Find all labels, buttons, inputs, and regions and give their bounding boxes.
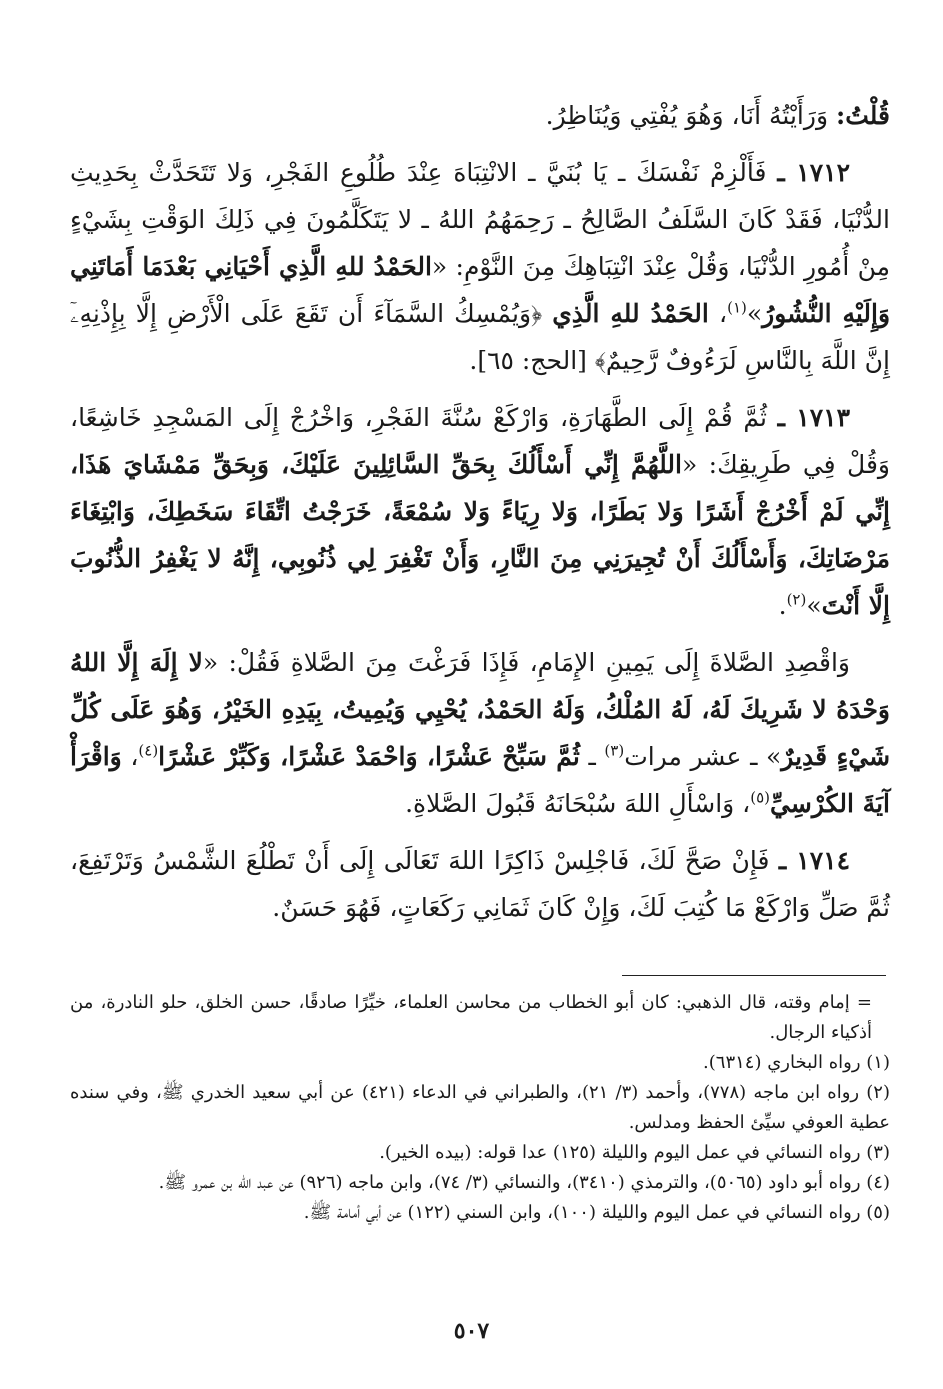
footnote-4: (٤) رواه أبو داود (٥٠٦٥)، والترمذي (٣٤١٠)، والنسائي (٣/ ٧٤)، وابن ماجه (٩٢٦) عن عبد الله بن عمرو ﷺ.: [158, 1172, 890, 1193]
footnote-ref: (٣): [604, 741, 625, 760]
footnote-ref: (١): [727, 298, 747, 317]
footnote-2: (٢) رواه ابن ماجه (٧٧٨)، وأحمد (٣/ ٢١)، والطبراني في الدعاء (٤٢١) عن أبي سعيد الخدري ﷺ، وفي سنده عطية العوفي سيِّئ الحفظ ومدلس.: [70, 1082, 890, 1133]
lead-word: قُلْتُ:: [835, 101, 890, 130]
separator-text: ،: [708, 299, 728, 328]
paragraph-number: ١٧١٢ ـ: [777, 158, 851, 187]
supplication-text: اللَّهُمَّ إِنِّي أَسْأَلُكَ بِحَقِّ السَّائِلِينَ عَلَيْكَ، وَبِحَقِّ مَمْشَايَ هَذَا، إِنِّي لَمْ أَخْرُجْ أَشَرًا وَلا بَطَرًا، وَلا رِيَاءً وَلا سُمْعَةً، خَرَجْتُ اتِّقَاءَ سَخَطِكَ، وَابْتِغَاءَ مَرْضَاتِكَ، وَأَسْأَلُكَ أَنْ تُجِيرَنِي مِنَ النَّارِ، وَأَنْ تَغْفِرَ لِي ذُنُوبِي، إِنَّهُ لا يَغْفِرُ الذُّنُوبَ إِلَّا أَنْتَ: [70, 450, 890, 620]
paragraph-text: وَاقْصِدِ الصَّلاةَ إِلَى يَمِينِ الإِمَامِ، فَإِذَا فَرَغْتَ مِنَ الصَّلاةِ فَقُلْ: «: [202, 648, 851, 677]
paragraph-1713: [70, 394, 890, 629]
footnote-5: (٥) رواه النسائي في عمل اليوم والليلة (١٠٠)، وابن السني (١٢٢) عن أبي أمامة ﷺ.: [303, 1202, 890, 1223]
footnote-ref: (٤): [138, 741, 159, 760]
footnote-ref: (٢): [786, 590, 807, 609]
footnote-separator: [622, 975, 886, 976]
paragraph-salah: [70, 639, 890, 827]
period: .: [778, 591, 787, 620]
quote-close: »: [746, 299, 763, 328]
supplication-text: ثُمَّ سَبِّحْ عَشْرًا، وَاحْمَدْ عَشْرًا، وَكَبِّرْ عَشْرًا: [158, 742, 580, 771]
paragraph-1712: [70, 149, 890, 384]
supplication-text: الحَمْدُ للهِ الَّذِي أَحْيَانِي بَعْدَمَا أَمَاتَنِي وَإِلَيْهِ النُّشُورُ: [70, 252, 891, 328]
paragraph-text: ثُمَّ قُمْ إِلَى الطَّهَارَةِ، وَارْكَعْ سُنَّةَ الفَجْرِ، وَاخْرُجْ إِلَى المَسْجِدِ خَاشِعًا، وَقُلْ فِي طَرِيقِكَ: «: [70, 403, 890, 479]
separator-text: ـ: [579, 742, 605, 771]
paragraph-text: فَأَلْزِمْ نَفْسَكَ ـ يَا بُنَيَّ ـ الانْتِبَاهَ عِنْدَ طُلُوعِ الفَجْرِ، وَلا تَتَحَدَّثْ بِحَدِيثِ الدُّنْيَا، فَقَدْ كَانَ السَّلَفُ الصَّالِحُ ـ رَحِمَهُمُ اللهُ ـ لا يَتَكَلَّمُونَ فِي ذَلِكَ الوَقْتِ بِشَيْءٍ مِنْ أُمُورِ الدُّنْيَا، وَقُلْ عِنْدَ انْتِبَاهِكَ مِنَ النَّوْمِ: «: [70, 158, 890, 281]
footnotes: [70, 988, 890, 1228]
page-number: ٥٠٧: [453, 1318, 490, 1344]
supplication-text: الحَمْدُ للهِ الَّذِي: [552, 299, 709, 328]
footnote-continuation: = إمام وقته، قال الذهبي: كان أبو الخطاب من محاسن العلماء، خيِّرًا صادقًا، حسن الخلق، حلو النادرة، من أذكياء الرجال.: [70, 992, 872, 1043]
footnote-1: (١) رواه البخاري (٦٣١٤).: [703, 1052, 890, 1073]
footnote-3: (٣) رواه النسائي في عمل اليوم والليلة (١٢٥) عدا قوله: (بيده الخير).: [379, 1142, 890, 1163]
supplication-text: لا إِلَهَ إِلَّا اللهُ وَحْدَهُ لا شَرِيكَ لَهُ، لَهُ المُلْكُ، وَلَهُ الحَمْدُ، يُحْيِي وَيُمِيتُ، بِيَدِهِ الخَيْرُ، وَهُوَ عَلَى كُلِّ شَيْءٍ قَدِيرٌ: [70, 648, 891, 771]
footnote-ref: (٥): [750, 788, 771, 807]
paragraph-number: ١٧١٤ ـ: [778, 846, 851, 875]
supplication-text: وَاقْرَأْ آيَةَ الكُرْسِيِّ: [70, 742, 890, 818]
main-text: [70, 92, 890, 941]
paragraph-text: » ـ عشر مرات: [624, 742, 782, 771]
paragraph-1714: [70, 837, 890, 931]
quran-verse: ﴿وَيُمْسِكُ السَّمَآءَ أَن تَقَعَ عَلَى الْأَرْضِ إِلَّا بِإِذْنِهِۦٓ إِنَّ اللَّهَ بِالنَّاسِ لَرَءُوفٌ رَّحِيمٌ﴾ [الحج: ٦٥].: [70, 299, 890, 375]
paragraph-intro: [70, 92, 890, 139]
paragraph-number: ١٧١٣ ـ: [777, 403, 850, 432]
paragraph-text: فَإِنْ صَحَّ لَكَ، فَاجْلِسْ ذَاكِرًا اللهَ تَعَالَى إِلَى أَنْ تَطْلُعَ الشَّمْسُ وَتَرْتَفِعَ، ثُمَّ صَلِّ وَارْكَعْ مَا كُتِبَ لَكَ، وَإِنْ كَانَ ثَمَانِي رَكَعَاتٍ، فَهُوَ حَسَنٌ.: [70, 846, 890, 922]
separator-text: ،: [121, 742, 139, 771]
paragraph-text: ، وَاسْأَلِ اللهَ سُبْحَانَهُ قَبُولَ الصَّلاةِ.: [405, 789, 751, 818]
paragraph-text: وَرَأَيْتُهُ أَنَا، وَهُوَ يُفْتِي وَيُنَاظِرُ.: [545, 101, 829, 130]
quote-close: »: [806, 591, 822, 620]
